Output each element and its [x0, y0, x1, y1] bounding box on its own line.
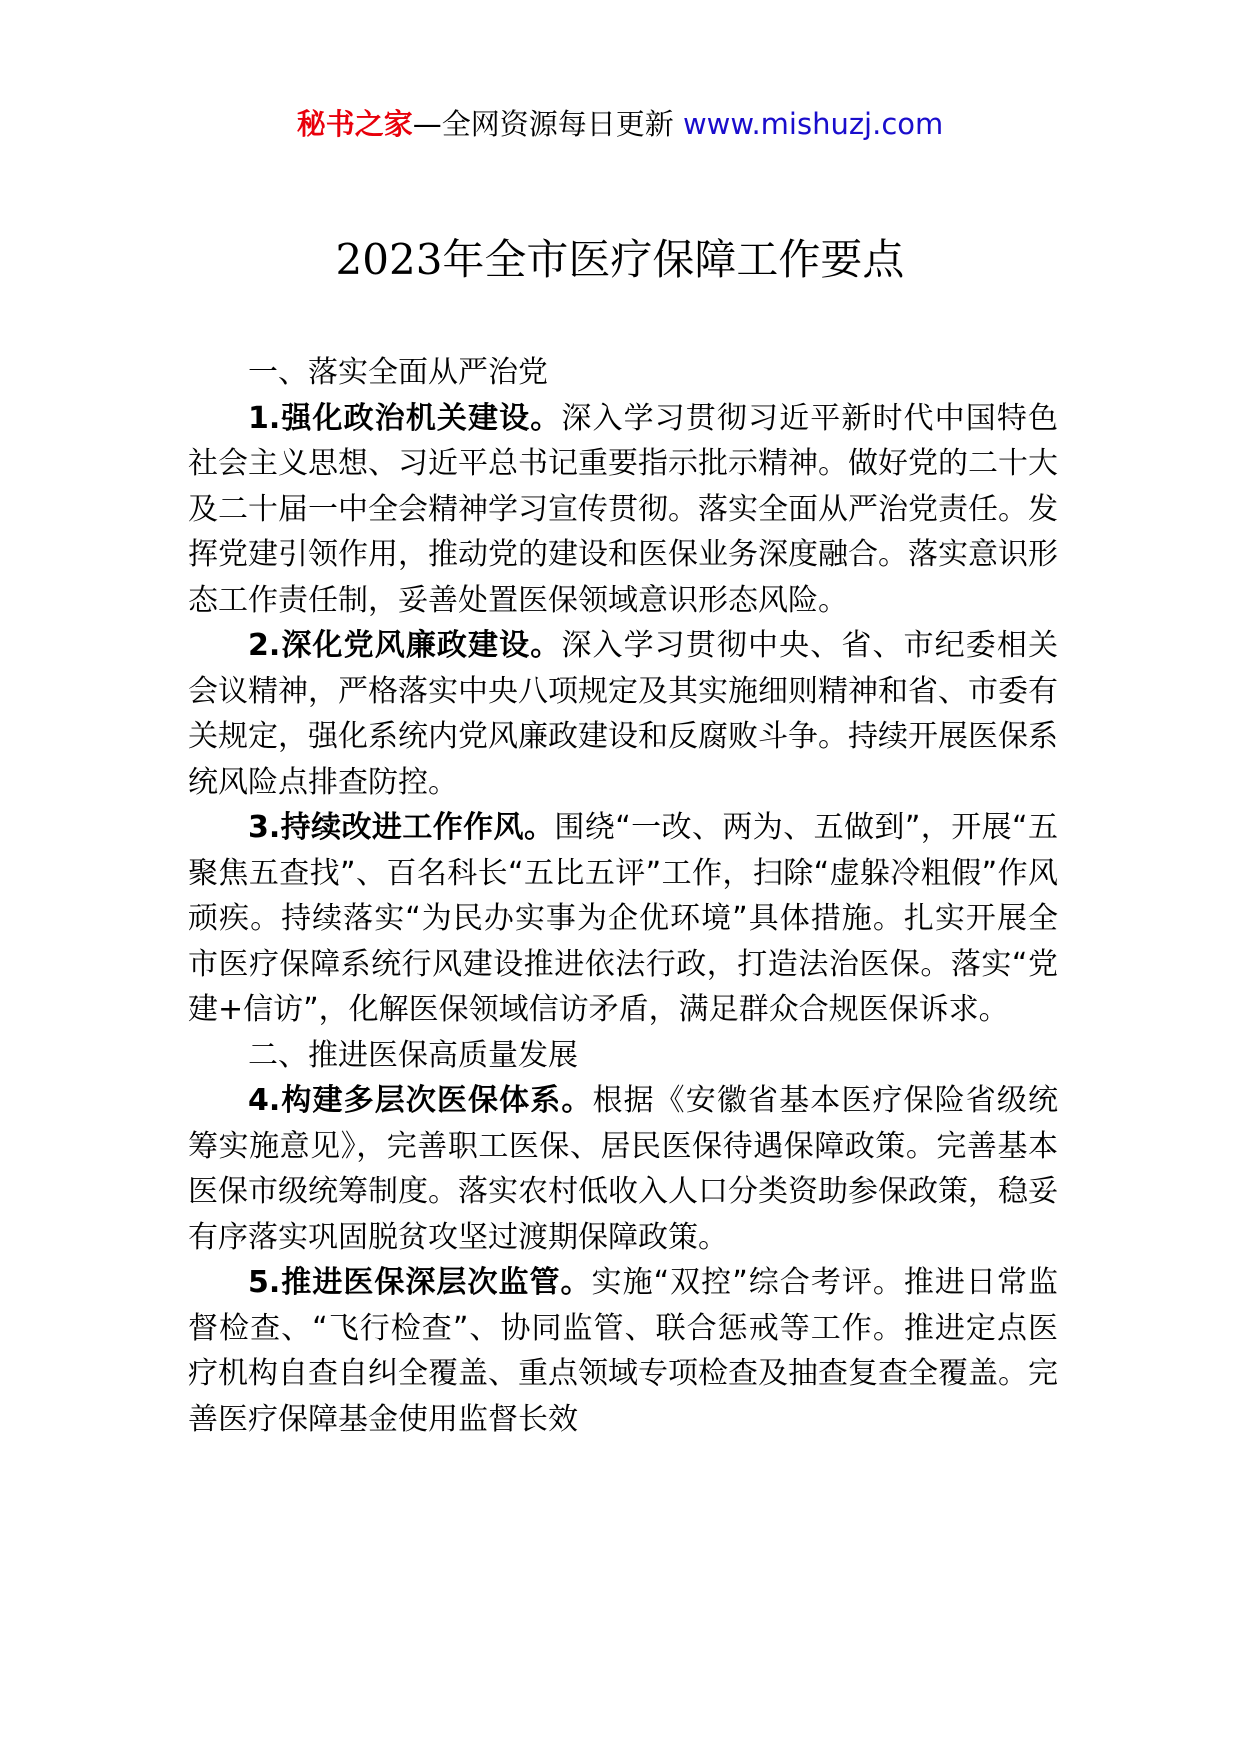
- section-heading: 一、落实全面从严治党: [248, 355, 548, 390]
- header-banner: [0, 104, 1240, 144]
- banner-slogan: —全网资源每日更新: [412, 107, 683, 141]
- paragraph-item-2: [188, 623, 1058, 805]
- item-text: 根据《安徽省基本医疗保险省级统筹实施意见》，完善职工医保、居民医保待遇保障政策。完善基本医保市级统筹制度。落实农村低收入人口分类资助参保政策，稳妥有序落实巩固脱贫攻坚过渡期保障政策。: [188, 1083, 1058, 1255]
- item-lead: 1.强化政治机关建设。: [248, 400, 562, 436]
- item-text: 深入学习贯彻中央、省、市纪委相关会议精神，严格落实中央八项规定及其实施细则精神和省、市委有关规定，强化系统内党风廉政建设和反腐败斗争。持续开展医保系统风险点排查防控。: [188, 628, 1058, 800]
- brand-name: 秘书之家: [296, 107, 413, 141]
- paragraph-item-1: [188, 396, 1058, 624]
- item-lead: 2.深化党风廉政建设。: [248, 628, 562, 663]
- item-lead: 3.持续改进工作作风。: [248, 810, 555, 845]
- document-body: [188, 350, 1058, 1442]
- paragraph-item-3: [188, 805, 1058, 1033]
- item-lead: 4.构建多层次医保体系。: [248, 1083, 593, 1118]
- section-heading: 二、推进医保高质量发展: [248, 1037, 578, 1073]
- item-text: 深入学习贯彻习近平新时代中国特色社会主义思想、习近平总书记重要指示批示精神。做好党的二十大及二十届一中全会精神学习宣传贯彻。落实全面从严治党责任。发挥党建引领作用，推动党的建设和医保业务深度融合。落实意识形态工作责任制，妥善处置医保领域意识形态风险。: [188, 400, 1058, 618]
- item-lead: 5.推进医保深层次监管。: [248, 1265, 592, 1300]
- paragraph-item-5: [188, 1260, 1058, 1442]
- item-text: 实施“双控”综合考评。推进日常监督检查、“飞行检查”、协同监管、联合惩戒等工作。推进定点医疗机构自查自纠全覆盖、重点领域专项检查及抽查复查全覆盖。完善医疗保障基金使用监督长效: [188, 1265, 1058, 1437]
- website-link[interactable]: www.mishuzj.com: [682, 107, 944, 141]
- item-text: 围绕“一改、两为、五做到”，开展“五聚焦五查找”、百名科长“五比五评”工作，扫除“虚躲冷粗假”作风顽疾。持续落实“为民办实事为企优环境”具体措施。扎实开展全市医疗保障系统行风建设推进依法行政，打造法治医保。落实“党建+信访”，化解医保领域信访矛盾，满足群众合规医保诉求。: [188, 810, 1058, 1027]
- document-title: 2023年全市医疗保障工作要点: [335, 235, 905, 284]
- paragraph-item-4: [188, 1078, 1058, 1260]
